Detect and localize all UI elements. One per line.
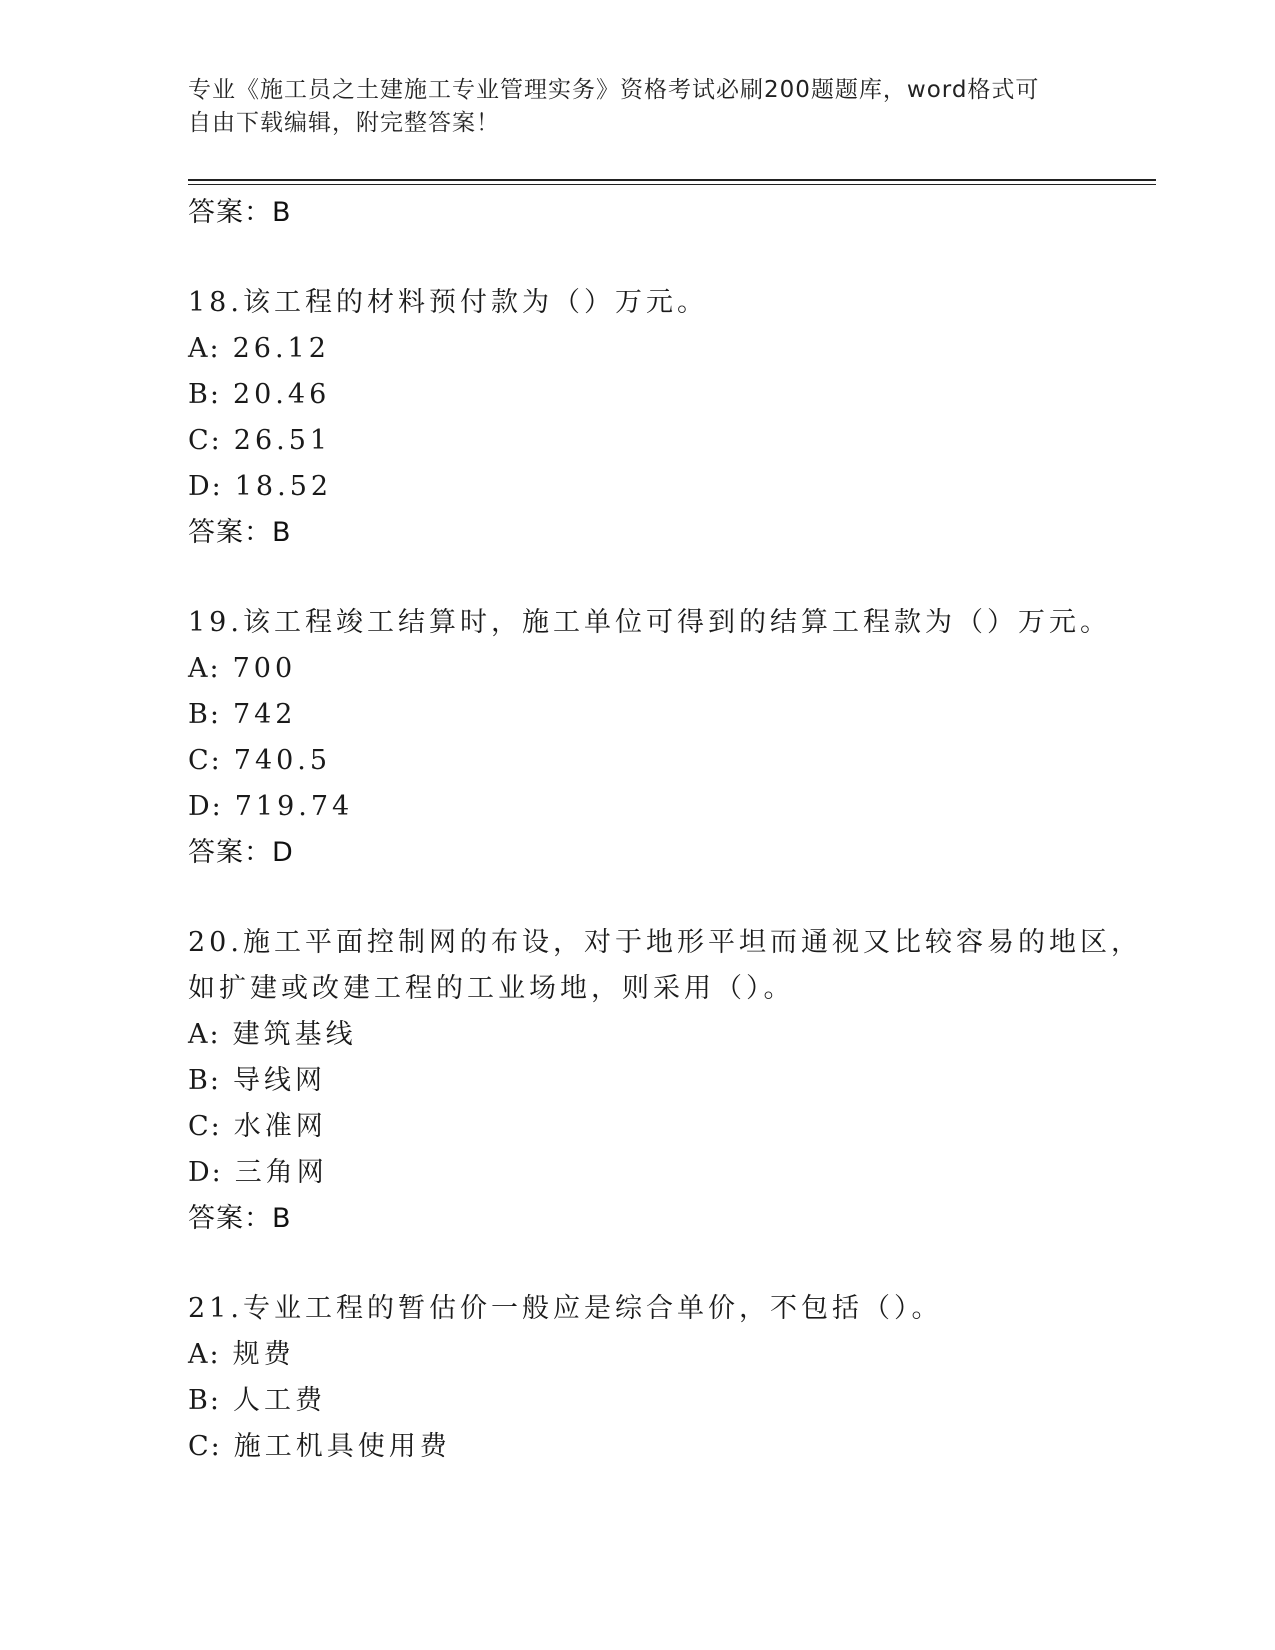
option-letter: B: — [188, 1065, 221, 1096]
option-text: 26.51 — [233, 425, 332, 456]
option-b — [188, 1378, 1148, 1424]
option-text: 700 — [232, 653, 297, 684]
option-letter: C: — [188, 425, 222, 456]
answer-label: 答案： — [188, 837, 272, 868]
option-b — [188, 372, 1148, 418]
option-text: 水准网 — [233, 1111, 327, 1142]
option-text: 742 — [232, 699, 297, 730]
option-d — [188, 1150, 1148, 1196]
answer-value: B — [272, 517, 292, 548]
option-text: 719.74 — [234, 791, 354, 822]
answer-line — [188, 510, 1148, 556]
answer-label: 答案： — [188, 197, 272, 228]
header-divider-thick — [188, 179, 1156, 181]
option-letter: D: — [188, 1157, 223, 1188]
question-stem: 21.专业工程的暂估价一般应是综合单价，不包括（）。 — [188, 1293, 943, 1324]
option-a — [188, 646, 1148, 692]
option-letter: A: — [188, 1339, 221, 1370]
answer-value: B — [272, 1203, 292, 1234]
question-stem-line-1: 20.施工平面控制网的布设，对于地形平坦而通视又比较容易的地区， — [188, 927, 1142, 958]
option-letter: B: — [188, 699, 221, 730]
option-letter: A: — [188, 1019, 221, 1050]
option-a — [188, 1012, 1148, 1058]
header-divider-thin — [188, 184, 1156, 185]
option-text: 规费 — [232, 1339, 295, 1370]
option-a — [188, 326, 1148, 372]
answer-line — [188, 1196, 1148, 1242]
option-letter: C: — [188, 1111, 222, 1142]
option-c — [188, 418, 1148, 464]
option-text: 18.52 — [234, 471, 333, 502]
option-text: 施工机具使用费 — [233, 1431, 451, 1462]
question-stem: 18.该工程的材料预付款为（）万元。 — [188, 287, 708, 318]
option-c — [188, 1104, 1148, 1150]
answer-line — [188, 190, 1148, 236]
option-text: 建筑基线 — [232, 1019, 357, 1050]
question-stem: 19.该工程竣工结算时，施工单位可得到的结算工程款为（）万元。 — [188, 607, 1111, 638]
question-18 — [188, 280, 1148, 556]
option-b — [188, 692, 1148, 738]
option-letter: D: — [188, 471, 223, 502]
option-letter: C: — [188, 745, 222, 776]
question-stem-line-2: 如扩建或改建工程的工业场地，则采用（）。 — [188, 973, 795, 1004]
option-letter: D: — [188, 791, 223, 822]
question-20 — [188, 920, 1148, 1242]
answer-label: 答案： — [188, 517, 272, 548]
option-text: 三角网 — [234, 1157, 328, 1188]
option-d — [188, 784, 1148, 830]
header-title-line-2: 自由下载编辑，附完整答案！ — [188, 110, 500, 136]
option-text: 26.12 — [232, 333, 330, 364]
document-header — [188, 74, 1068, 140]
answer-label: 答案： — [188, 1203, 272, 1234]
option-d — [188, 464, 1148, 510]
header-title-line-1: 专业《施工员之土建施工专业管理实务》资格考试必刷200题题库，word格式可 — [188, 77, 1040, 103]
question-list — [188, 190, 1148, 1470]
answer-value: D — [272, 837, 294, 868]
option-letter: C: — [188, 1431, 222, 1462]
option-text: 20.46 — [232, 379, 331, 410]
option-letter: A: — [188, 653, 221, 684]
answer-value: B — [272, 197, 292, 228]
option-text: 740.5 — [233, 745, 332, 776]
option-c — [188, 738, 1148, 784]
question-19 — [188, 600, 1148, 876]
option-text: 导线网 — [232, 1065, 326, 1096]
option-a — [188, 1332, 1148, 1378]
option-b — [188, 1058, 1148, 1104]
option-text: 人工费 — [232, 1385, 326, 1416]
option-letter: A: — [188, 333, 221, 364]
option-letter: B: — [188, 379, 221, 410]
option-letter: B: — [188, 1385, 221, 1416]
question-21 — [188, 1286, 1148, 1470]
option-c — [188, 1424, 1148, 1470]
answer-line — [188, 830, 1148, 876]
